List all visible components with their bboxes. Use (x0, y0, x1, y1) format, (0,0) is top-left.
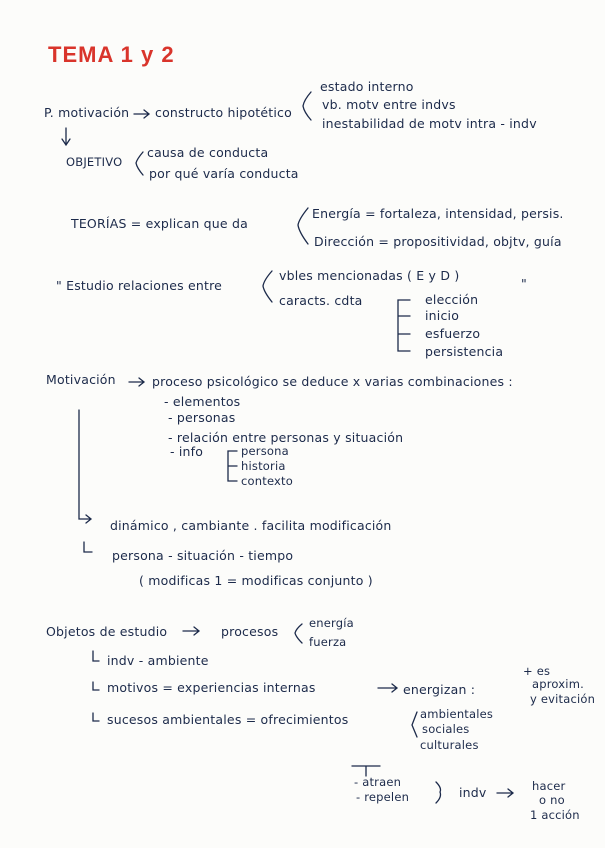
motivacion-label: Motivación (46, 372, 116, 387)
motivacion-list-info: - info (170, 444, 204, 459)
closing-quote: " (521, 276, 527, 291)
objetivo-item-2: por qué varía conducta (149, 166, 299, 181)
sucesos-ambientales: sucesos ambientales = ofrecimientos (107, 712, 349, 727)
teorias-item-energia: Energía = fortaleza, intensidad, persis. (312, 206, 564, 221)
b1-item-2: vb. motv entre indvs (322, 97, 456, 112)
teorias-label: TEORÍAS = explican que da (71, 216, 248, 231)
info-contexto: contexto (241, 474, 293, 488)
aproxim-text: aproxim. (532, 677, 584, 691)
procesos-fuerza: fuerza (309, 635, 347, 649)
caracts-persistencia: persistencia (425, 344, 504, 359)
caracts-eleccion: elección (425, 292, 479, 307)
dinamico-text: dinámico , cambiante . facilita modificación (110, 518, 392, 533)
repelen-text: - repelen (356, 790, 410, 804)
psicologia-motivacion-label: P. motivación (44, 105, 130, 120)
amb-ambientales: ambientales (420, 707, 494, 721)
modificas-note: ( modificas 1 = modificas conjunto ) (139, 573, 373, 588)
estudio-item-2: caracts. cdta (279, 293, 363, 308)
motivacion-list-personas: - personas (168, 410, 236, 425)
una-accion-text: 1 acción (530, 808, 580, 822)
motivacion-list-elementos: - elementos (164, 394, 241, 409)
procesos-energia: energía (309, 616, 354, 630)
objetos-estudio-label: Objetos de estudio (46, 624, 168, 639)
estudio-relaciones-label: " Estudio relaciones entre (56, 278, 223, 293)
motivos-text: motivos = experiencias internas (107, 680, 316, 695)
plus-es: + es (523, 664, 551, 678)
energizan-text: energizan : (403, 682, 476, 697)
info-historia: historia (241, 459, 286, 473)
indv-ambiente: indv - ambiente (107, 653, 209, 668)
o-no-text: o no (539, 793, 565, 807)
page-title: TEMA 1 y 2 (48, 42, 175, 67)
motivacion-list-relacion: - relación entre personas y situación (168, 430, 404, 445)
caracts-esfuerzo: esfuerzo (425, 326, 481, 341)
persona-situacion-tiempo: persona - situación - tiempo (112, 548, 294, 563)
teorias-item-direccion: Dirección = propositividad, objtv, guía (314, 234, 562, 249)
amb-sociales: sociales (422, 722, 470, 736)
evitacion-text: y evitación (530, 692, 596, 706)
constructo-hipotetico-text: constructo hipotético (155, 105, 292, 120)
proceso-psicologico-text: proceso psicológico se deduce x varias combinaciones : (152, 374, 513, 389)
atraen-text: - atraen (354, 775, 402, 789)
caracts-inicio: inicio (425, 308, 460, 323)
objetivo-label: OBJETIVO (66, 155, 123, 169)
info-persona: persona (241, 444, 289, 458)
b1-item-3: inestabilidad de motv intra - indv (322, 116, 537, 131)
indv-text: indv (459, 785, 487, 800)
estudio-item-1: vbles mencionadas ( E y D ) (279, 268, 460, 283)
hacer-text: hacer (532, 779, 566, 793)
objetivo-item-1: causa de conducta (147, 145, 269, 160)
procesos-text: procesos (221, 624, 279, 639)
amb-culturales: culturales (420, 738, 479, 752)
b1-item-1: estado interno (320, 79, 414, 94)
